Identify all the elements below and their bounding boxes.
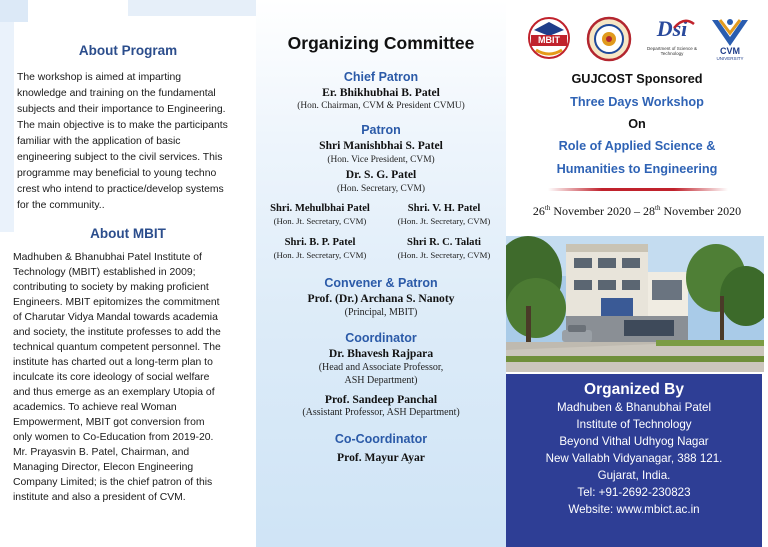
cvm-logo-text: CVM [720, 46, 740, 56]
organizer-line: Gujarat, India. [597, 469, 671, 482]
about-program-line: programme may beneficial to young techno [17, 168, 217, 179]
organizer-phone: Tel: +91-2692-230823 [577, 486, 691, 499]
about-mbit-line: of Charutar Vidya Mandal towards academia [13, 312, 218, 323]
sponsor-line: GUJCOST Sponsored [571, 72, 703, 86]
workshop-title: Three Days Workshop [570, 95, 704, 109]
start-day: 26 [532, 204, 545, 218]
patron-designation: (Hon. Vice President, CVM) [327, 155, 435, 165]
coordinator-designation: (Head and Associate Professor, [318, 362, 444, 373]
coordinator-designation: (Assistant Professor, ASH Department) [302, 407, 460, 418]
chief-patron-label: Chief Patron [343, 70, 419, 84]
about-mbit-line: and thus emerge as an exemplary Utopia of [13, 387, 215, 398]
about-program-line: engineering subject to the civil services. This [17, 152, 223, 163]
about-program-line: subjects and their importance to Engineering. [17, 104, 226, 115]
jt-secretary-designation: (Hon. Jt. Secretary, CVM) [273, 250, 367, 260]
convener-label: Convener & Patron [324, 276, 438, 290]
organizer-website: Website: www.mbict.ac.in [568, 503, 700, 516]
convener-designation: (Principal, MBIT) [344, 307, 418, 318]
about-program-line: The workshop is aimed at imparting [17, 72, 182, 83]
chief-patron-name: Er. Bhikhubhai B. Patel [322, 86, 440, 99]
patron-label: Patron [361, 123, 401, 137]
workshop-topic-line1: Role of Applied Science & [558, 139, 716, 153]
campus-photo [506, 236, 764, 372]
jt-secretary-name: Shri R. C. Talati [407, 237, 481, 248]
about-program-line: familiar with the application of basic [17, 136, 181, 147]
about-mbit-line: and society, the institute professes to add the [13, 327, 221, 338]
end-day-suffix: th [655, 204, 661, 212]
jt-secretary-name: Shri. Mehulbhai Patel [270, 203, 370, 214]
organizer-line: Madhuben & Bhanubhai Patel [556, 401, 712, 414]
about-mbit-line: institute and also a president of CVM. [13, 492, 186, 503]
cvm-logo [706, 16, 754, 62]
about-mbit-line: inculcate its core ideology of social welfare [13, 372, 210, 383]
patron-name: Shri Manishbhai S. Patel [319, 139, 443, 152]
committee-title: Organizing Committee [287, 33, 475, 53]
jt-secretary-designation: (Hon. Jt. Secretary, CVM) [397, 216, 491, 226]
coordinator-name: Dr. Bhavesh Rajpara [328, 347, 434, 360]
end-month-year: November 2020 [660, 204, 742, 218]
about-mbit-line: technical quantum competent personnel. The [13, 342, 221, 353]
patron-designation: (Hon. Secretary, CVM) [337, 184, 425, 194]
coordinator-label: Coordinator [345, 331, 417, 345]
patron-name: Dr. S. G. Patel [345, 168, 417, 181]
jt-secretary-designation: (Hon. Jt. Secretary, CVM) [273, 216, 367, 226]
cvm-logo-caption: UNIVERSITY [716, 56, 744, 61]
organizer-title: Organized By [584, 381, 684, 398]
mbit-logo-text: MBIT [538, 35, 560, 45]
about-mbit-line: Engineers. MBIT epitomizes the commitment [13, 297, 220, 308]
about-mbit-line: contributing to society by making proficient [13, 282, 209, 293]
about-mbit-line: Company Limited; is the chief patron of this [13, 477, 213, 488]
organizer-line: New Vallabh Vidyanagar, 388 121. [545, 452, 723, 465]
about-mbit-line: Managing Director, Elecon Engineering [13, 462, 194, 473]
corner-decoration [0, 0, 28, 22]
dst-logo-text: Dsi [656, 16, 688, 41]
about-program-heading: About Program [78, 43, 178, 58]
about-mbit-line: Mr. Prayasvin B. Patel, Chairman, and [13, 447, 190, 458]
about-mbit-line: Empowerment, MBIT got conversion from [13, 417, 205, 428]
start-month-year: November 2020 – [550, 204, 643, 218]
organizer-line: Beyond Vithal Udhyog Nagar [559, 435, 709, 448]
organizer-line: Institute of Technology [576, 418, 692, 431]
about-program-line: The main objective is to make the participants [17, 120, 228, 131]
top-decoration [128, 0, 256, 16]
about-mbit-line: Madhuben & Bhanubhai Patel Institute of [13, 252, 202, 263]
about-mbit-line: only women to Co-Education from 2019-20. [13, 432, 214, 443]
jt-secretary-designation: (Hon. Jt. Secretary, CVM) [397, 250, 491, 260]
left-panel [0, 0, 256, 547]
convener-name: Prof. (Dr.) Archana S. Nanoty [307, 292, 455, 305]
coordinator-designation: ASH Department) [344, 375, 418, 386]
coordinator-name: Prof. Sandeep Panchal [324, 393, 438, 406]
about-mbit-line: academics. To achieve real Woman [13, 402, 177, 413]
about-mbit-line: institute has charted out a long-term plan to [13, 357, 213, 368]
dst-logo [642, 16, 702, 62]
about-mbit-line: Technology (MBIT) established in 2009; [13, 267, 196, 278]
co-coordinator-label: Co-Coordinator [334, 432, 428, 446]
about-mbit-heading: About MBIT [90, 226, 166, 241]
red-divider [548, 188, 728, 191]
about-program-line: knowledge and training on the fundamental [17, 88, 216, 99]
university-seal-logo [586, 16, 632, 62]
organizing-committee-panel [256, 0, 506, 547]
about-program-line: for the community.. [17, 200, 105, 211]
chief-patron-designation: (Hon. Chairman, CVM & President CVMU) [297, 101, 465, 111]
dst-logo-caption: Department of Science & Technology [646, 46, 698, 56]
organizer-box [506, 374, 762, 547]
workshop-dates [506, 204, 768, 219]
right-panel [506, 0, 768, 547]
workshop-topic-line2: Humanities to Engineering [556, 162, 718, 176]
mbit-logo [524, 16, 574, 62]
end-day: 28 [643, 204, 655, 218]
start-day-suffix: th [544, 204, 551, 212]
jt-secretary-name: Shri. B. P. Patel [284, 237, 356, 248]
on-word: On [628, 117, 646, 131]
co-coordinator-name: Prof. Mayur Ayar [337, 451, 425, 464]
about-program-line: crest who intend to practice/develop systems [17, 184, 224, 195]
jt-secretary-name: Shri. V. H. Patel [407, 203, 481, 214]
